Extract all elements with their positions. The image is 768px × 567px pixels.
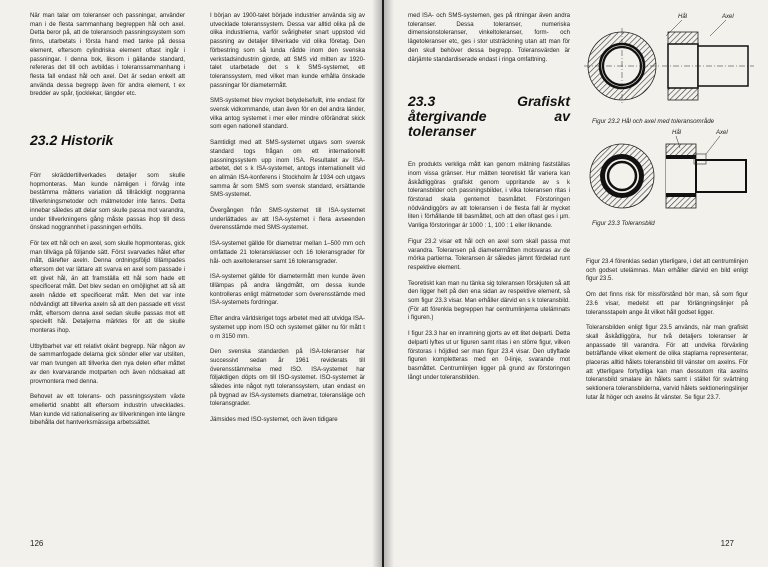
- label-hole: Hål: [672, 130, 682, 136]
- paragraph: Teoretiskt kan man nu tänka sig toleransen förskjuten så att den ligger helt på den ena sidan av respektive element, så som figur 23.3 visar. Man erhåller därvid en s k toleransbild. (För att förenkla begreppen har centrumlinjerna utelämnats i figuren.): [408, 279, 570, 322]
- paragraph: Den svenska standarden på ISA-toleranser har successivt sedan år 1961 reviderats till överensstämmelse med ISO. ISA-systemet har följaktligen döpts om till ISO-systemet. ISO-systemet är således inte något nytt toleranssystem, utan endast en på bygnad av ISA-systemets diametrar, toleransläge och toleransgrader.: [210, 348, 365, 408]
- label-hole: Hål: [678, 14, 688, 20]
- paragraph: För tex ett hål och en axel, som skulle hopmonteras, gick man tillväga på följande sätt. Först svarvades hålet efter mått, därefter axeln. Denna ordningsföljd tillämpades eftersom det var lättare att svarva en axel som passade i ett givet hål, än att framställa ett hål som hade ett specificerat mått. Det blev sedan en omöjlighet att så att axeln nådde ett specificerat mått. Men det var inte nödvändigt att tillverka axeln så att den passade ett visst mått, eftersom denna axel sedan skulle passas mot ett speciellt hål. Detaljerna märktes för att de skulle monteras ihop.: [30, 239, 185, 334]
- paragraph: Behovet av ett tolerans- och passningssystem växte emellertid snabbt allt eftersom industrin utvecklades. Man kunde vid rationalisering av tillverkningen inte längre bibehålla det hantverksmässiga arbetssättet.: [30, 393, 185, 427]
- paragraph: Toleransbilden enligt figur 23.5 används, när man grafiskt skall åskådliggöra, hur två detaljers toleranser är anpassade till varandra. För att undvika förväxling beträffande vilket element de olika staplarna representerar, placeras alltid hålets toleransbild till vänster om axelns. För att ytterligare fortydliga kan man dessutom rita axelns toleransbild smalare än hålets samt i stället för svärtning sektionera toleransbilderna, varvid hålets sektioneringslinjer lutar åt höger och axelns åt vänster. Se figur 23.7.: [586, 324, 748, 401]
- right-page: [384, 0, 768, 567]
- paragraph: Figur 23.2 visar ett hål och en axel som skall passa mot varandra. Toleransen på diametermåtten motsvaras av de mörka partierna. Toleransen är således jämnt fördelad runt respektive element.: [408, 237, 570, 271]
- right-column-1: [408, 12, 570, 389]
- paragraph: Övergången från SMS-systemet till ISA-systemet underlättades av att ISA-systemet i flera avseenden överensstämde med SMS-systemet.: [210, 207, 365, 232]
- figure-caption: Figur 23.2 Hål och axel med toleransområde: [592, 118, 715, 125]
- paragraph: I figur 23.3 har en inramning gjorts av ett litet delparti. Detta delparti lyftes ut ur figuren samt ritas i en större figur, vilken förstoras i höjdled ser man figur 23.4 visar. Den utlyftade figuren kompletteras med en 0-linje, svarande mot basmåttet. Centrumlinjen ligger på grund av förstoringen långt under toleransbilden.: [408, 330, 570, 381]
- label-shaft: Axel: [716, 130, 728, 136]
- paragraph: Om det finns risk för missförstånd bör man, så som figur 23.6 visar, medelst ett par förlängningslinjer på toleransstapeln ange åt vilket håll godset ligger.: [586, 291, 748, 316]
- page-number-left: 126: [30, 539, 44, 548]
- figure-caption: Figur 23.3 Toleransbild: [592, 220, 655, 227]
- paragraph: Jämsides med ISO-systemet, och även tidigare: [210, 416, 338, 424]
- paragraph: En produkts verkliga mått kan genom mätning fastställas inom vissa gränser. Hur mätten teoretiskt får variera kan åskådliggöras grafiskt genom uppritande av s k toleransbilder och passningsbilder, i vilka toleransen ritas i förstorad skala gentemot basmåttet. Förstoringen nödvändiggörs av att toleransen i de flesta fall är mycket liten i förhållande till basmåttet, och att den oftast ges i µm. Vanliga förstoringar är 1000 : 1, 100 : 1 eller liknande.: [408, 161, 570, 230]
- label-shaft: Axel: [722, 14, 734, 20]
- intro-paragraph: med ISA- och SMS-systemen, ges på ritningar även andra toleranser. Dessa toleranser, numeriska dimensionstoleranser, vinkeltoleranser, form- och lägetoleranser etc, ges i stor utsträckning utan att man för den skull behöver dessa begrepp. Toleransvärden är därjämte standardiserade endast i ringa omfattning.: [408, 12, 570, 63]
- paragraph: I början av 1900-talet började industrier använda sig av utvecklade toleranssystem. Dessa var alltid olika på de olika industrierna, varför svårigheter snart uppstod vid passning av detaljer tillverkade vid olika företag. Den förbestring som så lunda rådde inom den svenska verkstadsindustrin gjorde, att SMS vid mitten av 1920-talet utarbetade det s k SMS-systemet, ett toleranssystem, med vilket man kunde erhålla önskade passningar för diametermått.: [210, 12, 365, 89]
- paragraph: ISA-systemet gällde för diametermått men kunde även tillämpas på andra längdmått, om dessa kunde kontrolleras enligt mätmetoder som överensstämde med ISA-systemets fordringar.: [210, 273, 365, 307]
- section-heading-historik: 23.2 Historik: [30, 132, 114, 149]
- section-heading-grafiskt: 23.3 Grafiskt återgivande av toleranser: [408, 93, 570, 140]
- paragraph: SMS-systemet blev mycket betydelsefullt, inte endast för svensk vidkommande, utan även för en del andra länder, vilka antog systemet i mer eller mindre oförändrat skick som egen nationell standard.: [210, 97, 365, 131]
- hole-and-shaft-tolerance-zone-diagram: [582, 6, 760, 118]
- paragraph: Efter andra världskriget togs arbetet med att utvidga ISA-systemet upp inom ISO och systemet gäller nu för mått t o m 3150 mm.: [210, 315, 365, 340]
- paragraph: Figur 23.4 förenklas sedan ytterligare, i det att centrumlinjen och godset utelämnas. Man erhåller därvid en bild enligt figur 23.5.: [586, 258, 748, 283]
- paragraph: Samtidigt med att SMS-systemet utgavs som svensk standard togs frågan om ett internationellt passningssystem upp inom ISA. Resultatet av ISA-arbetet, det s k ISA-systemet, antogs internationellt vid en allmän ISA-konferens i Stockholm år 1934 och utgavs samma år som SMS som svensk standard, ersättande SMS-systemet.: [210, 139, 365, 199]
- paragraph: Utbytbarhet var ett relativt okänt begrepp. När någon av de sammanfogade delarna gick sönder eller var utsliten, var man tvungen att tillverka den nya delen efter måttet av den kvarvarande motparten och även nödsakad att provmontera med denna.: [30, 342, 185, 385]
- paragraph: ISA-systemet gällde för diametrar mellan 1–500 mm och omfattade 21 toleransklasser och 16 toleransgrader för hål- och axeltoleranser samt 16 toleransgrader.: [210, 240, 365, 265]
- left-column-1: [30, 12, 185, 435]
- left-page: [0, 0, 382, 567]
- page-number-right: 127: [720, 539, 734, 548]
- figure-23-2: [582, 6, 760, 131]
- paragraph: Förr skräddertillverkades detaljer som skulle hopmonteras. Man kunde nämligen i förväg inte bestämma måttens variation då tillräckligt noggranna tillverkningsmetoder och mätmetoder inte fanns. Detta innebar således att delar som skulle passa mot varandra, under tillverkningens gång måste passas ihop till dess önskad noggrannhet i passningen erhölls.: [30, 172, 185, 232]
- left-column-2: [210, 12, 365, 432]
- right-column-2: [586, 258, 748, 410]
- tolerance-picture-diagram: [582, 124, 760, 220]
- figure-23-3: [582, 124, 760, 234]
- intro-paragraph: När man talar om toleranser och passningar, använder man i de flesta sammanhang begreppen hål och axel. Detta beror på, att de toleransoch passningssystem som finns, utarbetats i första hand med tanke på dessa element, eftersom cylindriska element oftast ingår i passningar. I denna bok, liksom i gällande standard, refereras det till och avbildas i toleranssammanhang i flesta fall endast hål och axel. Det är sedan enkelt att använda dessa begrepp även för andra element, t ex bredder av spår, tjocklekar, längder etc.: [30, 12, 185, 98]
